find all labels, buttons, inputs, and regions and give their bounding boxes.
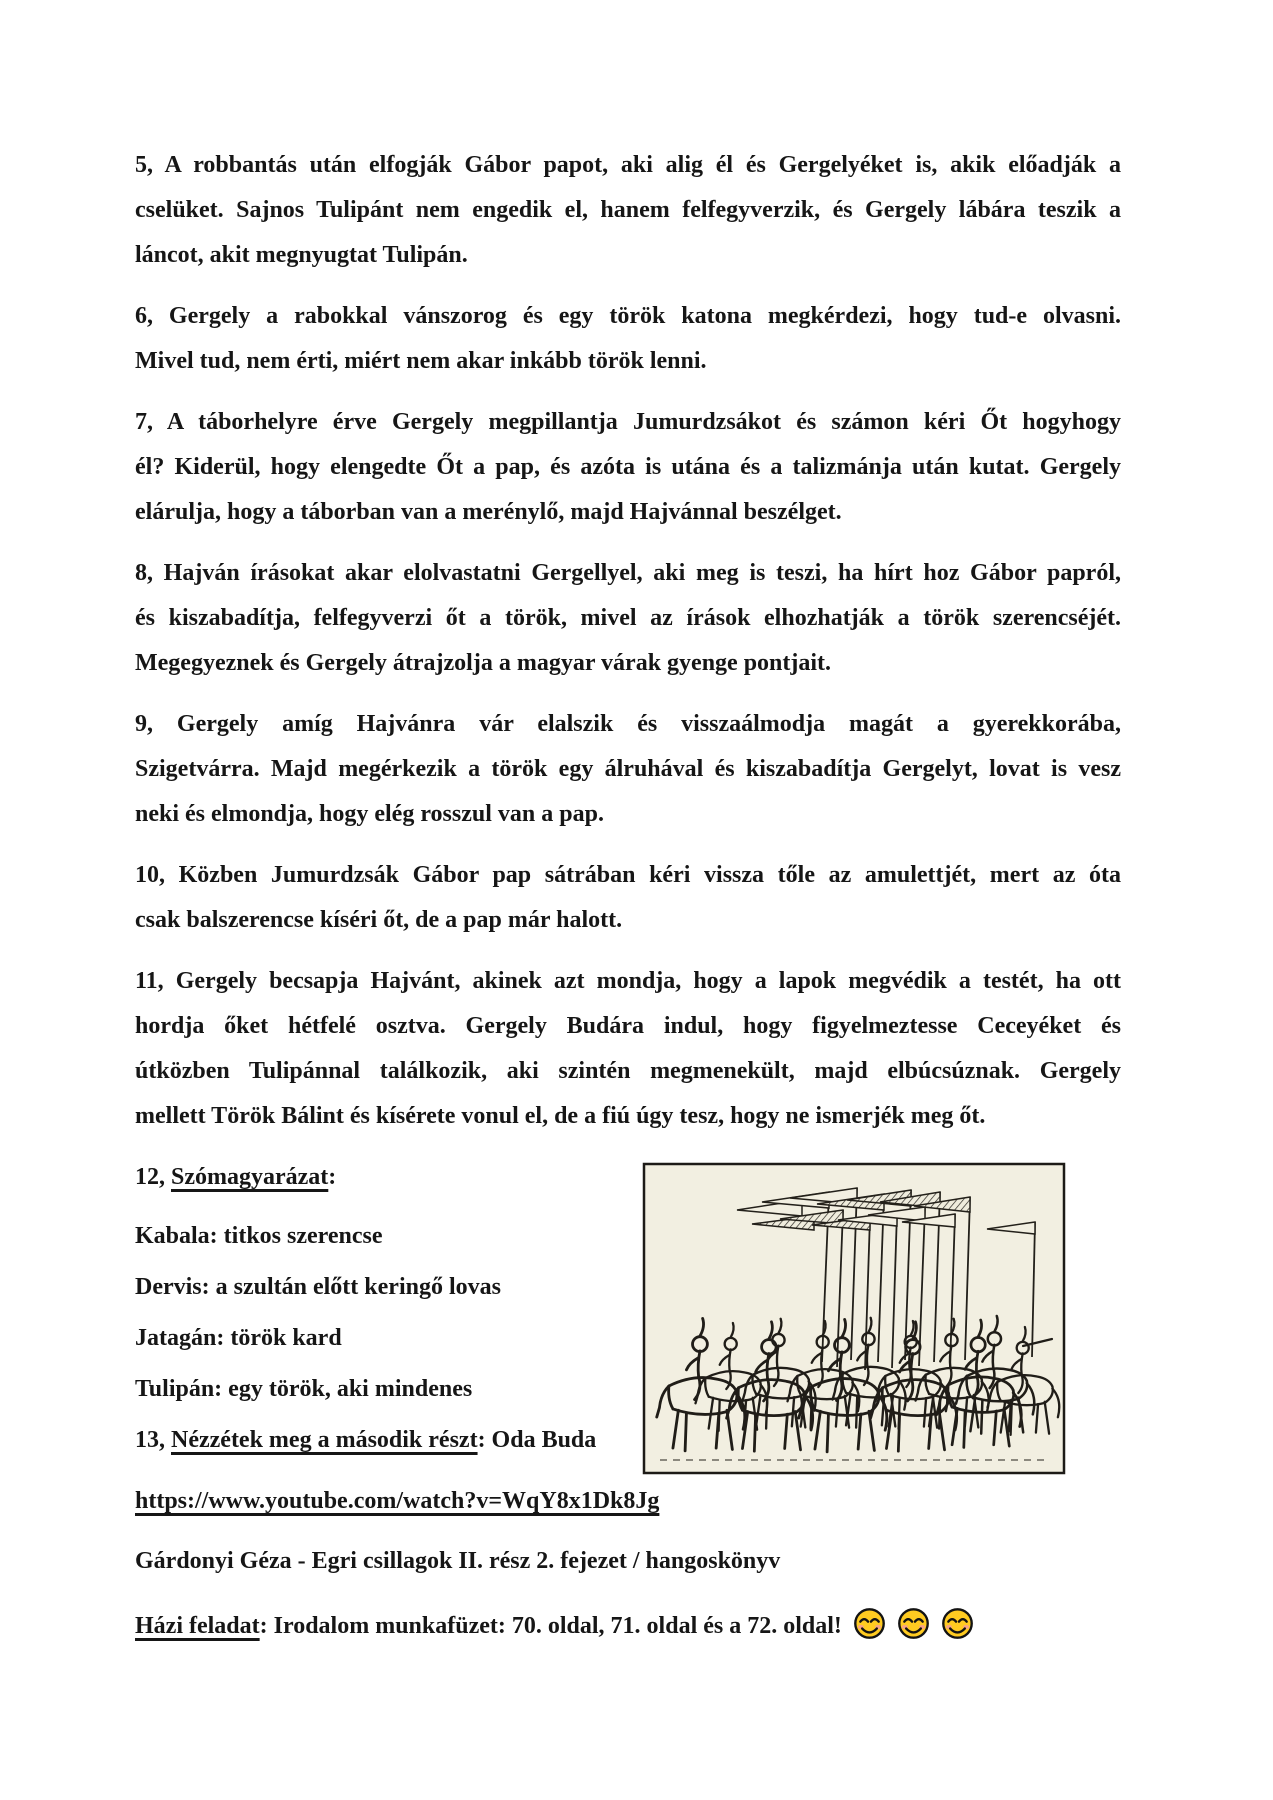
paragraph-line: útközben Tulipánnal találkozik, aki szintén megmenekült, majd elbúcsúznak. Gergely [135, 1058, 1121, 1084]
paragraph-line: és kiszabadítja, felfegyverzi őt a török, mivel az írások elhozhatják a török szerencséjét. [135, 605, 1121, 631]
youtube-link[interactable]: https://www.youtube.com/watch?v=WqY8x1Dk8Jg [135, 1488, 660, 1514]
paragraph-line: 8, Hajván írásokat akar elolvastatni Gergellyel, aki meg is teszi, ha hírt hoz Gábor papról, [135, 560, 1121, 586]
glossary-heading-title: Szómagyarázat [171, 1164, 329, 1190]
paragraph-line: csak balszerencse kíséri őt, de a pap már halott. [135, 907, 623, 933]
audiobook-caption: Gárdonyi Géza - Egri csillagok II. rész 2. fejezet / hangoskönyv [135, 1548, 781, 1574]
paragraph-line: 9, Gergely amíg Hajvánra vár elalszik és visszaálmodja magát a gyerekkorába, [135, 711, 1121, 737]
glossary-item-jatagan: Jatagán: török kard [135, 1325, 342, 1351]
homework-text: : Irodalom munkafüzet: 70. oldal, 71. oldal és a 72. oldal! [259, 1613, 842, 1639]
homework-label: Házi feladat [135, 1613, 260, 1639]
homework-line [135, 1604, 1121, 1649]
paragraph-line: láncot, akit megnyugtat Tulipán. [135, 242, 468, 268]
paragraph-line: 5, A robbantás után elfogják Gábor papot, aki alig él és Gergelyéket is, akik előadják a [135, 152, 1121, 178]
paragraph-line: Mivel tud, nem érti, miért nem akar inkább török lenni. [135, 348, 707, 374]
paragraph-line: neki és elmondja, hogy elég rosszul van a pap. [135, 801, 604, 827]
paragraph-6 [135, 294, 1121, 384]
smiling-emoji-icon [941, 1607, 974, 1640]
paragraph-line: cselüket. Sajnos Tulipánt nem engedik el, hanem felfegyverzik, és Gergely lábára teszik a [135, 197, 1121, 223]
paragraph-line: hordja őket hétfelé osztva. Gergely Budára indul, hogy figyelmeztesse Ceceyéket és [135, 1013, 1121, 1039]
paragraph-8 [135, 551, 1121, 686]
paragraph-10 [135, 853, 1121, 943]
paragraph-9 [135, 702, 1121, 837]
paragraph-line: mellett Török Bálint és kísérete vonul el, de a fiú úgy tesz, hogy ne ismerjék meg őt. [135, 1103, 986, 1129]
cavalry-procession-illustration [642, 1162, 1066, 1475]
paragraph-5 [135, 143, 1121, 278]
watch-line-instruction: Nézzétek meg a második részt [171, 1427, 478, 1453]
glossary-item-tulipan: Tulipán: egy török, aki mindenes [135, 1376, 473, 1402]
glossary-heading-number: 12, [135, 1164, 171, 1190]
paragraph-line: 10, Közben Jumurdzsák Gábor pap sátrában kéri vissza tőle az amulettjét, mert az óta [135, 862, 1121, 888]
paragraph-line: Szigetvárra. Majd megérkezik a török egy álruhával és kiszabadítja Gergelyt, lovat is vesz [135, 756, 1121, 782]
glossary-heading-colon: : [328, 1164, 337, 1190]
paragraph-line: 6, Gergely a rabokkal vánszorog és egy török katona megkérdezi, hogy tud-e olvasni. [135, 303, 1121, 329]
paragraph-line: él? Kiderül, hogy elengedte Őt a pap, és azóta is utána és a talizmánja után kutat. Gergely [135, 454, 1121, 480]
smiling-emoji-icon [853, 1607, 886, 1640]
paragraph-line: Megegyeznek és Gergely átrajzolja a magyar várak gyenge pontjait. [135, 650, 832, 676]
glossary-item-kabala: Kabala: titkos szerencse [135, 1223, 383, 1249]
video-link-line [135, 1479, 1121, 1524]
paragraph-11 [135, 959, 1121, 1139]
glossary-item-dervis: Dervis: a szultán előtt keringő lovas [135, 1274, 501, 1300]
paragraph-line: 7, A táborhelyre érve Gergely megpillantja Jumurdzsákot és számon kéri Őt hogyhogy [135, 409, 1121, 435]
paragraph-line: elárulja, hogy a táborban van a merénylő, majd Hajvánnal beszélget. [135, 499, 842, 525]
paragraph-7 [135, 400, 1121, 535]
watch-line-suffix: : Oda Buda [477, 1427, 597, 1453]
smiling-emoji-icon [897, 1607, 930, 1640]
paragraph-line: 11, Gergely becsapja Hajvánt, akinek azt mondja, hogy a lapok megvédik a testét, ha ott [135, 968, 1121, 994]
watch-line-number: 13, [135, 1427, 171, 1453]
